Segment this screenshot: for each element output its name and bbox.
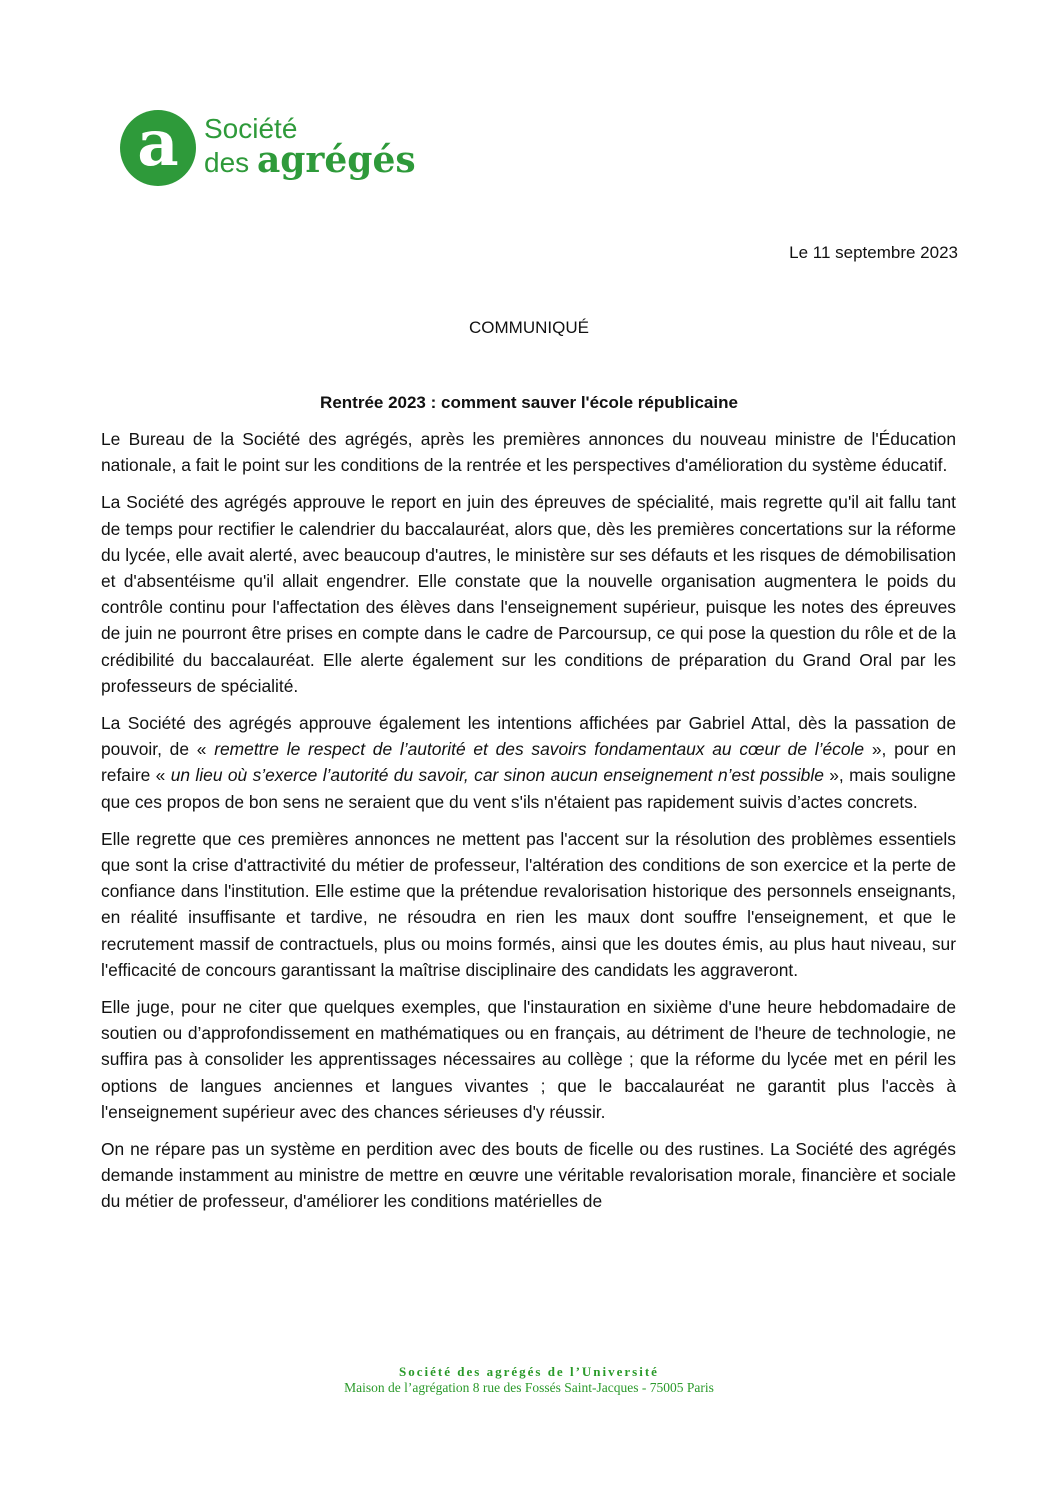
logo-text-big: agrégés [256, 139, 416, 181]
logo-text-line2 [204, 140, 416, 183]
paragraph-4: Elle regrette que ces premières annonces ne mettent pas l'accent sur la résolution des problèmes essentiels que sont la crise d'attractivité du métier de professeur, l'altération des conditions de son exercice et la perte de confiance dans l'institution. Elle estime que la prétendue revalorisation historique des personnels enseignants, en réalité insuffisante et tardive, ne résoudra en rien les maux dont souffre l'enseignement, et que le recrutement massif de contractuels, plus ou moins formés, ainsi que les doutes émis, au plus haut niveau, sur l'efficacité de concours garantissant la maîtrise disciplinaire des candidats les aggraveront. [101, 828, 956, 980]
paragraph-3-text: », mais souligne que ces propos de bon sens ne seraient que du vent s'ils n'étaient pas rapidement suivis d’actes concrets. [101, 765, 956, 812]
paragraph-2: La Société des agrégés approuve le report en juin des épreuves de spécialité, mais regrette qu'il ait fallu tant de temps pour rectifier le calendrier du baccalauréat, alors que, dès les premières concertations sur la réforme du lycée, elle avait alerté, avec beaucoup d'autres, le ministère sur ses défauts et les risques de démobilisation et d'absentéisme qu'il allait engendrer. Elle constate que la nouvelle organisation augmentera le poids du contrôle continu pour l'affectation des élèves dans l'enseignement supérieur, puisque les notes des épreuves de juin ne pourront être prises en compte dans le cadre de Parcoursup, ce qui pose la question du rôle et de la crédibilité du baccalauréat. Elle alerte également sur les conditions de préparation du Grand Oral par les professeurs de spécialité. [101, 492, 956, 696]
logo-text-small: des [204, 147, 250, 178]
footer [0, 1364, 1058, 1396]
paragraph-1: Le Bureau de la Société des agrégés, après les premières annonces du nouveau ministre de l'Éducation nationale, a fait le point sur les conditions de la rentrée et les perspectives d'amélioration du système éducatif. [101, 429, 956, 476]
logo-text-line1: Société [204, 113, 298, 144]
document-heading: COMMUNIQUÉ [469, 318, 589, 337]
footer-org-name: Société des agrégés de l’Université [399, 1364, 659, 1379]
quote-2: un lieu où s’exerce l’autorité du savoir, car sinon aucun enseignement n’est possible [170, 765, 824, 786]
document-title: Rentrée 2023 : comment sauver l'école républicaine [320, 393, 738, 412]
paragraph-6: On ne répare pas un système en perdition avec des bouts de ficelle ou des rustines. La Société des agrégés demande instamment au ministre de mettre en œuvre une véritable revalorisation morale, financière et sociale du métier de professeur, d'améliorer les conditions matérielles de [101, 1139, 956, 1212]
document-date: Le 11 septembre 2023 [789, 243, 958, 262]
logo-a-glyph: a [137, 106, 179, 181]
logo [120, 106, 416, 190]
paragraph-5: Elle juge, pour ne citer que quelques exemples, que l'instauration en sixième d'une heure hebdomadaire de soutien ou d’approfondissement en mathématiques ou en français, au détriment de l'heure de technologie, ne suffira pas à consolider les apprentissages nécessaires au collège ; que la réforme du lycée met en péril les options de langues anciennes et langues vivantes ; que le baccalauréat ne garantit plus l'accès à l'enseignement supérieur avec des chances sérieuses d'y réussir. [101, 997, 956, 1122]
footer-address: Maison de l’agrégation 8 rue des Fossés Saint-Jacques - 75005 Paris [344, 1380, 714, 1395]
quote-1: remettre le respect de l’autorité et des savoirs fondamentaux au cœur de l’école [214, 739, 865, 760]
document-body [101, 426, 956, 1226]
paragraph-3 [101, 710, 956, 815]
paragraph-3-text: La Société des agrégés approuve également les intentions affichées par Gabriel Attal, dès la passation de pouvoir, de « [101, 713, 956, 760]
paragraph-3-text: », pour en refaire « [101, 739, 957, 786]
